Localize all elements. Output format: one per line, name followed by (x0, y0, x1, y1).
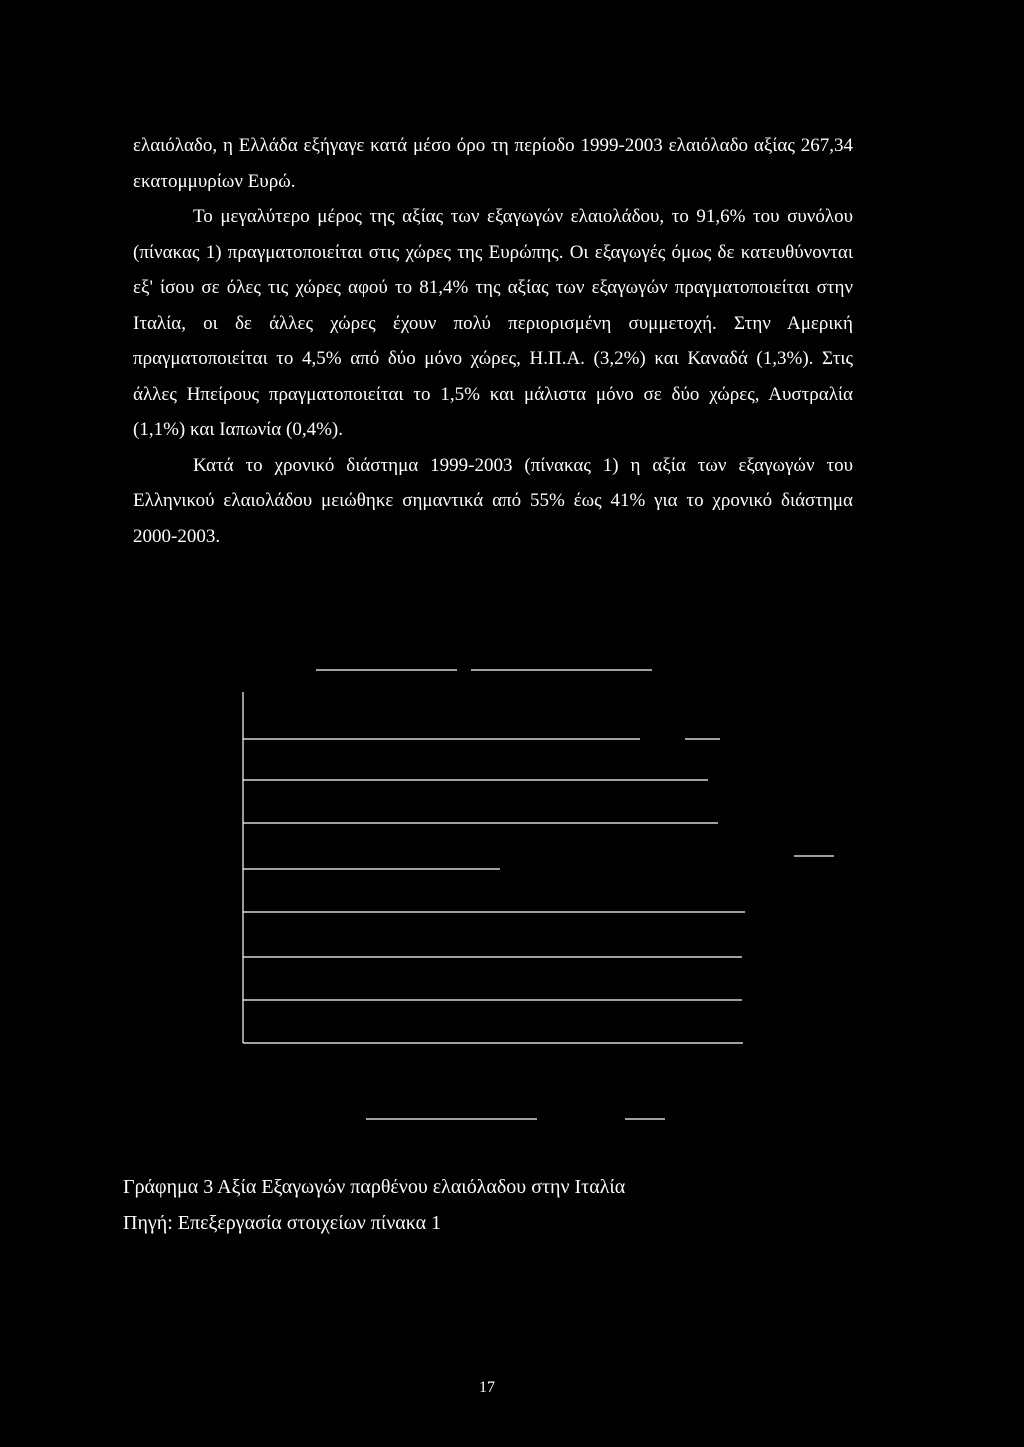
paragraph-2: Το μεγαλύτερο μέρος της αξίας των εξαγωγών ελαιολάδου, το 91,6% του συνόλου (πίνακας 1) πραγματοποιείται στις χώρες της Ευρώπης. Οι εξαγωγές όμως δε κατευθύνονται εξ' ίσου σε όλες τις χώρες αφού το 81,4% της αξίας των εξαγωγών πραγματοποιείται στην Ιταλία, οι δε άλλες χώρες έχουν πολύ περιορισμένη συμμετοχή. Στην Αμερική πραγματοποιείται το 4,5% από δύο μόνο χώρες, Η.Π.Α. (3,2%) και Καναδά (1,3%). Στις άλλες Ηπείρους πραγματοποιείται το 1,5% και μάλιστα μόνο σε δύο χώρες, Αυστραλία (1,1%) και Ιαπωνία (0,4%). (133, 206, 853, 440)
paragraph-3: Κατά το χρονικό διάστημα 1999-2003 (πίνακας 1) η αξία των εξαγωγών του Ελληνικού ελαιολάδου μειώθηκε σημαντικά από 55% έως 41% για το χρονικό διάστημα 2000-2003. (133, 454, 853, 547)
page-number: 17 (479, 1379, 495, 1396)
body-text (133, 128, 853, 554)
chart-gridlines (243, 739, 745, 1043)
paragraph-1: ελαιόλαδο, η Ελλάδα εξήγαγε κατά μέσο όρο τη περίοδο 1999-2003 ελαιόλαδο αξίας 267,34 εκατομμυρίων Ευρώ. (133, 135, 853, 192)
figure-caption: Γράφημα 3 Αξία Εξαγωγών παρθένου ελαιόλαδου στην Ιταλία (123, 1176, 626, 1198)
figure-source: Πηγή: Επεξεργασία στοιχείων πίνακα 1 (123, 1212, 442, 1234)
